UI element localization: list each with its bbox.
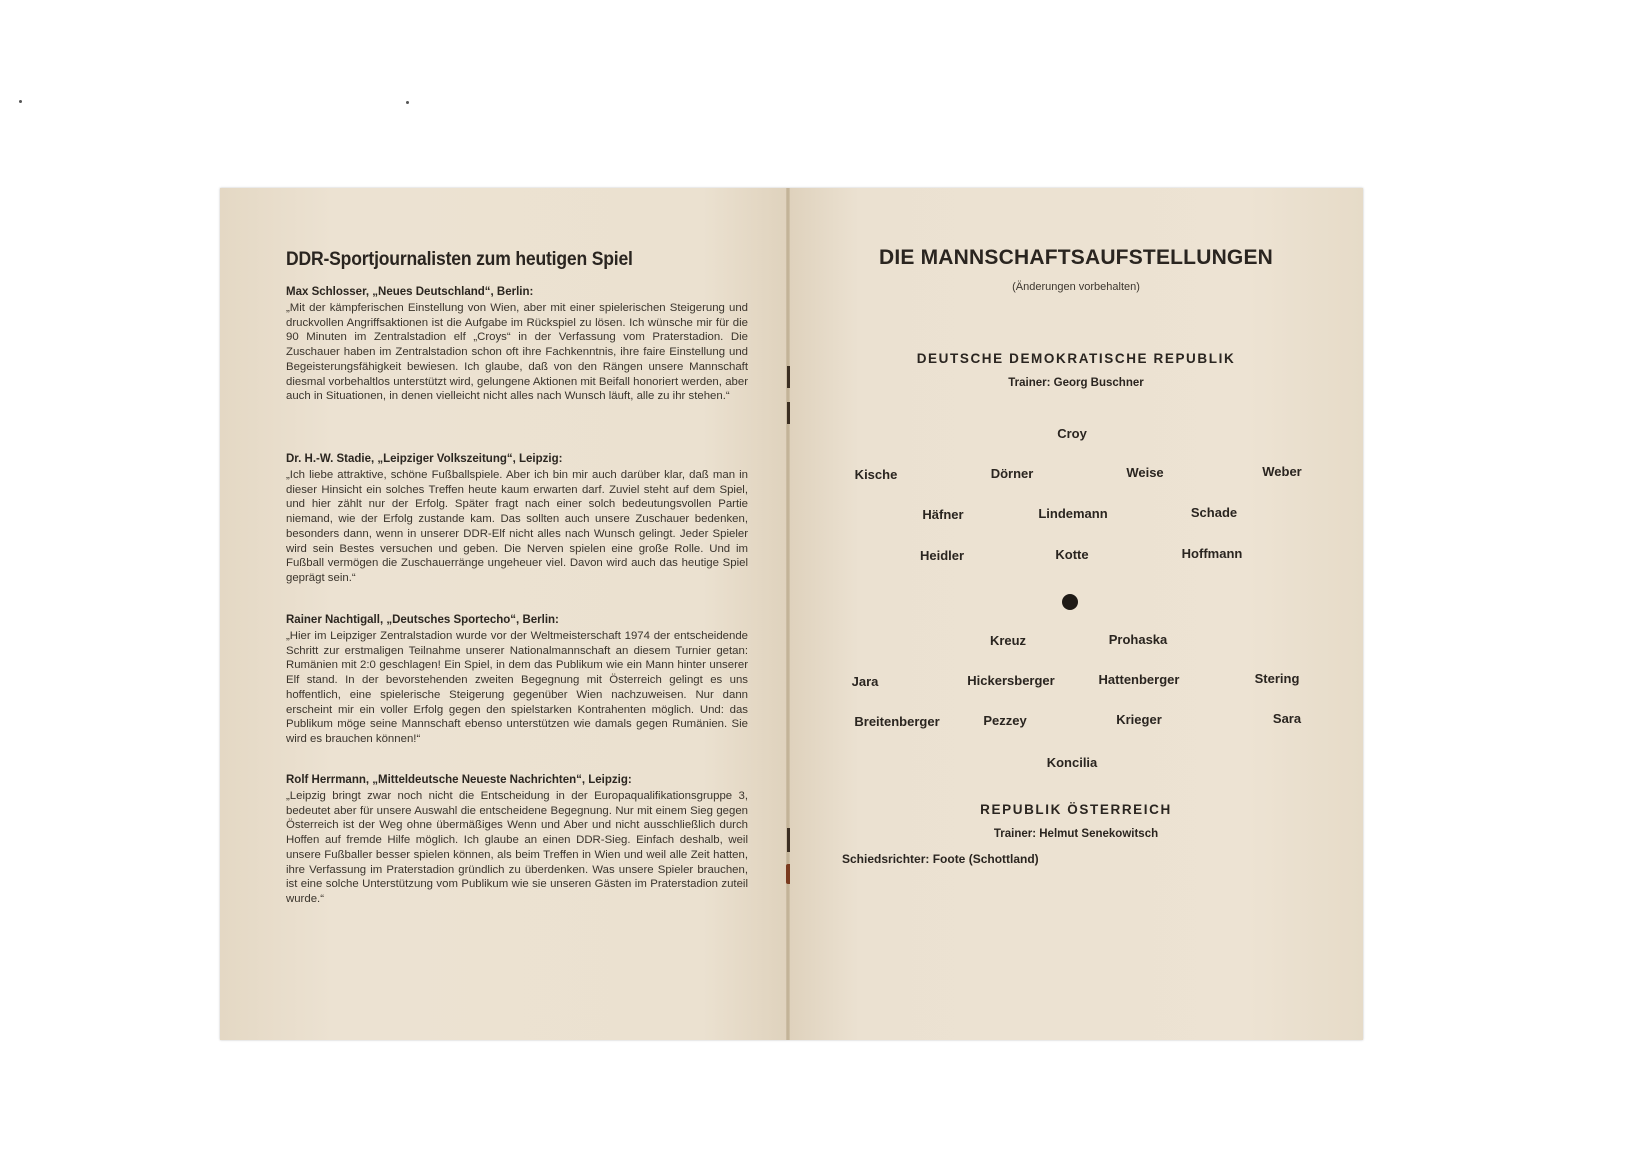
team-away-name: REPUBLIK ÖSTERREICH <box>980 802 1172 817</box>
player-away: Sara <box>1272 711 1302 726</box>
article-author: Rolf Herrmann, „Mitteldeutsche Neueste Nachrichten“, Leipzig: <box>286 774 632 786</box>
team-home-name: DEUTSCHE DEMOKRATISCHE REPUBLIK <box>916 351 1236 366</box>
article <box>286 453 748 586</box>
article <box>286 774 748 907</box>
article-text: „Ich liebe attraktive, schöne Fußballspiele. Aber ich bin mir auch darüber klar, daß man in dieser Hinsicht ein solches Treffen heute kaum erwarten darf. Zuviel steht auf dem Spiel, und hier zählt nur der Erfolg. Später fragt nach einer solch bedeutungsvollen Partie niemand, wie der Erfolg zustande kam. Das sollten auch unsere Zuschauer bedenken, besonders dann, wenn in unserer DDR-Elf nicht alles nach Wunsch gelingt. Jeder Spieler wird sein Bestes versuchen und geben. Die Nerven spielen eine große Rolle. Und im Fußball vermögen die Zuschauerränge ungeheuer viel. Davon wird auch das heutige Spiel geprägt sein.“ <box>286 469 748 584</box>
player-home: Schade <box>1190 505 1238 520</box>
player-home: Lindemann <box>1038 506 1108 521</box>
lineup-subtitle: (Änderungen vorbehalten) <box>1012 281 1140 293</box>
right-page <box>790 188 1363 1040</box>
article-text: „Leipzig bringt zwar noch nicht die Entscheidung in der Europaqualifikationsgruppe 3, bedeutet aber für unsere Auswahl die entscheidene Begegnung. Nur mit einem Sieg gegen Österreich ist der Weg ohne übermäßiges Wenn und Aber und nicht ausschließlich durch Hoffen auf fremde Hilfe möglich. Ich glaube an einen DDR-Sieg. Einfach deshalb, weil unsere Fußballer besser spielen können, als beim Treffen in Wien und weil alle Zeit hatten, ihre Verfassung im Praterstadion gründlich zu überdenken. Was unsere Spieler brauchen, ist eine solche Unterstützung vom Publikum wie sie unseren Gästen im Praterstadion zuteil wurde.“ <box>286 790 748 905</box>
article-author: Rainer Nachtigall, „Deutsches Sportecho“, Berlin: <box>286 614 559 626</box>
player-away: Pezzey <box>983 713 1027 728</box>
article-author: Dr. H.-W. Stadie, „Leipziger Volkszeitung“, Leipzig: <box>286 453 563 465</box>
player-away: Hickersberger <box>967 673 1055 688</box>
article-text: „Mit der kämpferischen Einstellung von Wien, aber mit einer spielerischen Steigerung und druckvollen Angriffsaktionen ist die Aufgabe im Rückspiel zu lösen. Ich wünsche mir für die 90 Minuten im Zentralstadion elf „Croys“ in der Verfassung vom Praterstadion. Die Zuschauer haben im Zentralstadion schon oft ihre Fachkenntnis, ihre faire Einstellung und Begeisterungsfähigkeit bewiesen. Ich glaube, daß von den Rängen unsere Mannschaft diesmal vorbehaltlos unterstützt wird, gelungene Aktionen mit Beifall honoriert werden, aber auch in Situationen, in denen vielleicht nicht alles nach Wunsch läuft, alle zu ihr stehen.“ <box>286 302 748 403</box>
article-text: „Hier im Leipziger Zentralstadion wurde vor der Weltmeisterschaft 1974 der entscheidende Schritt zur erstmaligen Teilnahme unserer Nationalmannschaft an diesem Turnier getan: Rumänien mit 2:0 geschlagen! Ein Spiel, in dem das Publikum wie ein Mann hinter unserer Elf stand. In der bevorstehenden zweiten Begegnung mit Österreich gelingt es uns hoffentlich, eine spielerische Steigerung gegenüber Wien nachzuweisen. Nur dann erscheint mir ein voller Erfolg gegen den spielstarken Kontrahenten möglich. Und: das Publikum möge seine Mannschaft ebenso unterstützen wie damals gegen Rumänien. Sie wird es brauchen können!“ <box>286 630 748 745</box>
player-away: Breitenberger <box>854 714 940 729</box>
player-home: Heidler <box>919 548 965 563</box>
left-page <box>220 188 788 1040</box>
player-home: Hoffmann <box>1181 546 1243 561</box>
referee-line: Schiedsrichter: Foote (Schottland) <box>842 852 1039 866</box>
team-away-trainer: Trainer: Helmut Senekowitsch <box>993 828 1159 840</box>
lineup-title: DIE MANNSCHAFTSAUFSTELLUNGEN <box>878 246 1274 269</box>
player-away: Jara <box>851 674 879 689</box>
left-page-title: DDR-Sportjournalisten zum heutigen Spiel <box>286 248 633 270</box>
player-home: Weise <box>1126 465 1164 480</box>
player-home: Kische <box>854 467 898 482</box>
team-home-trainer: Trainer: Georg Buschner <box>1008 377 1144 389</box>
player-home: Weber <box>1262 464 1302 479</box>
player-away: Prohaska <box>1108 632 1168 647</box>
player-away: Koncilia <box>1046 755 1098 770</box>
program-booklet <box>220 188 1363 1040</box>
player-home: Croy <box>1057 426 1087 441</box>
player-home: Kotte <box>1055 547 1089 562</box>
player-away: Kreuz <box>989 633 1027 648</box>
player-home: Häfner <box>922 507 964 522</box>
article-author: Max Schlosser, „Neues Deutschland“, Berlin: <box>286 286 534 298</box>
player-home: Dörner <box>990 466 1034 481</box>
dust-speck <box>406 101 409 104</box>
football-icon <box>1062 594 1078 610</box>
dust-speck <box>19 100 22 103</box>
player-away: Hattenberger <box>1098 672 1180 687</box>
article <box>286 614 748 747</box>
article <box>286 286 748 404</box>
player-away: Stering <box>1254 671 1300 686</box>
player-away: Krieger <box>1116 712 1162 727</box>
